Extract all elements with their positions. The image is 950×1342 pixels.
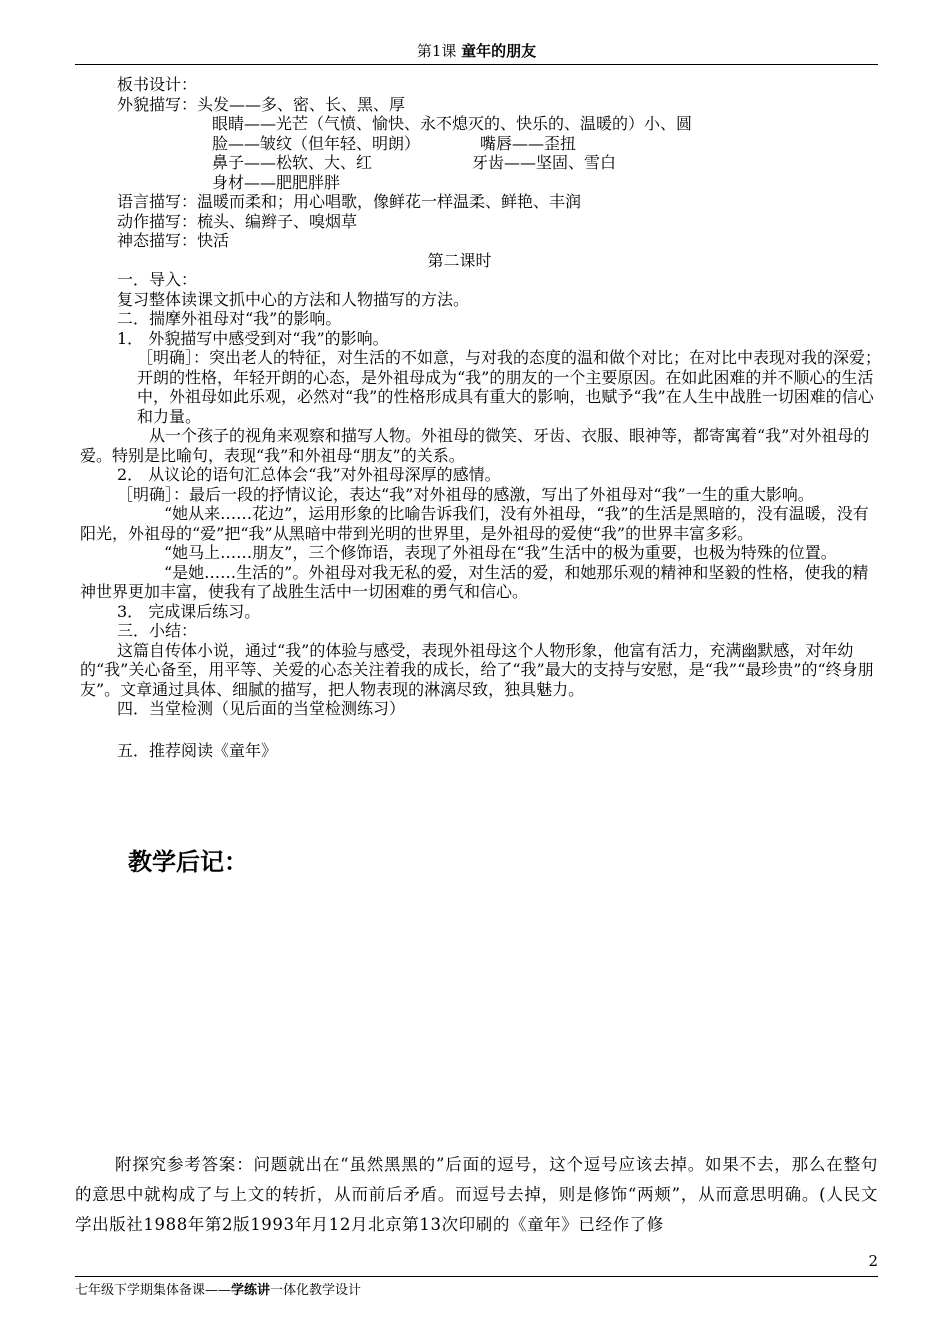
board-teeth: 牙齿——坚固、雪白 bbox=[472, 153, 617, 172]
clarify-2: ［明确］：最后一段的抒情议论，表达“我”对外祖母的感激，写出了外祖母对“我”一生的重大影响。 bbox=[117, 484, 814, 504]
section-intro: 一．导入： bbox=[117, 270, 198, 289]
face-row bbox=[212, 134, 882, 154]
board-manner: 神态描写：快活 bbox=[117, 231, 230, 250]
intro-text: 复习整体读课文抓中心的方法和人物描写的方法。 bbox=[117, 289, 470, 309]
board-hair: 头发——多、密、长、黑、厚 bbox=[197, 94, 406, 114]
nose-row bbox=[212, 153, 882, 173]
section-reading: 五．推荐阅读《童年》 bbox=[117, 740, 278, 760]
page-header bbox=[75, 38, 878, 65]
board-eyes: 眼睛——光芒（气愤、愉快、永不熄灭的、快乐的、温暖的）小、圆 bbox=[212, 114, 693, 133]
quote-3: “是她……生活的”。外祖母对我无私的爱，对生活的爱，和她那乐观的精神和坚毅的性格，使我的精神世界更加丰富，使我有了战胜生活中一切困难的勇气和信心。 bbox=[80, 562, 869, 601]
section-test: 四．当堂检测（见后面的当堂检测练习） bbox=[117, 699, 406, 718]
clarify-1: ［明确］：突出老人的特征，对生活的不如意，与对我的态度的温和做个对比；在对比中表现对我的深爱；开朗的性格，年轻开朗的心态，是外祖母成为“我”的朋友的一个主要原因。在如此困难的并不顺心的生活中，外祖母如此乐观，必然对“我”的性格形成具有重大的影响，也赋予“我”在人生中战胜一切困难的信心和力量。 bbox=[137, 348, 882, 426]
point-1: 1． 外貌描写中感受到对“我”的影响。 bbox=[117, 328, 389, 348]
header-title: 童年的朋友 bbox=[461, 42, 537, 60]
page-number: 2 bbox=[868, 1252, 878, 1270]
header-lesson: 第1课 bbox=[416, 42, 457, 60]
footer-suffix: 一体化教学设计 bbox=[270, 1283, 362, 1298]
section-influence: 二．揣摩外祖母对“我”的影响。 bbox=[117, 309, 342, 328]
point-3: 3． 完成课后练习。 bbox=[117, 601, 261, 621]
appearance-label: 外貌描写： bbox=[117, 94, 198, 114]
board-language: 语言描写：温暖而柔和；用心唱歌，像鲜花一样温柔、鲜艳、丰润 bbox=[117, 192, 582, 211]
quote-1: “她从来……花边”，运用形象的比喻告诉我们，没有外祖母，“我”的生活是黑暗的，没有温暖，没有阳光，外祖母的“爱”把“我”从黑暗中带到光明的世界里，是外祖母的爱使“我”的世界丰富多彩。 bbox=[80, 504, 869, 543]
footer-bold: 学练讲 bbox=[231, 1283, 271, 1298]
clarify-1b: 从一个孩子的视角来观察和描写人物。外祖母的微笑、牙齿、衣服、眼神等，都寄寓着“我”对外祖母的爱。特别是比喻句，表现“我”和外祖母“朋友”的关系。 bbox=[80, 426, 870, 465]
second-lesson-title: 第二课时 bbox=[427, 250, 492, 270]
board-nose: 鼻子——松软、大、红 bbox=[212, 153, 373, 172]
point-2: 2． 从议论的语句汇总体会“我”对外祖母深厚的感情。 bbox=[117, 465, 501, 484]
appendix-answer: 附探究参考答案：问题就出在“虽然黑黑的”后面的逗号，这个逗号应该去掉。如果不去，那么在整句的意思中就构成了与上文的转折，从而前后矛盾。而逗号去掉，则是修饰“两颊”，从而意思明确。(人民文学出版社1988年第2版1993年月12月北京第13次印刷的《童年》已经作了修 bbox=[75, 1155, 878, 1234]
footer-prefix: 七年级下学期集体备课—— bbox=[75, 1283, 232, 1298]
quote-2: “她马上……朋友”，三个修饰语，表现了外祖母在“我”生活中的极为重要，也极为特殊的位置。 bbox=[164, 543, 837, 562]
afterword-heading: 教学后记： bbox=[128, 848, 248, 876]
board-action: 动作描写：梳头、编辫子、嗅烟草 bbox=[117, 211, 358, 231]
board-face: 脸——皱纹（但年轻、明朗） bbox=[212, 133, 421, 153]
board-lips: 嘴唇——歪扭 bbox=[480, 133, 577, 153]
board-body: 身材——肥肥胖胖 bbox=[212, 172, 341, 192]
appearance-row bbox=[117, 95, 882, 115]
section-summary: 三．小结： bbox=[117, 621, 198, 640]
main-content bbox=[80, 75, 882, 760]
summary-text: 这篇自传体小说，通过“我”的体验与感受，表现外祖母这个人物形象，他富有活力，充满幽默感，对年幼的“我”关心备至，用平等、关爱的心态关注着我的成长，给了“我”最大的支持与安慰，是“我”“最珍贵”的“终身朋友”。文章通过具体、细腻的描写，把人物表现的淋漓尽致，独具魅力。 bbox=[80, 640, 874, 699]
board-heading: 板书设计： bbox=[117, 75, 198, 94]
page-footer bbox=[75, 1276, 878, 1298]
